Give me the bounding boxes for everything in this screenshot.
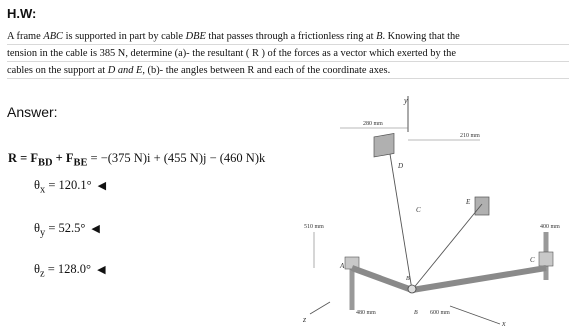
resultant-plus: + F: [52, 151, 74, 165]
cable-be: [412, 204, 482, 290]
point-a-label: A: [340, 262, 345, 270]
point-d-label: D: [398, 162, 404, 170]
resultant-lhs: R = F: [8, 151, 39, 165]
frame-diagram: [300, 92, 570, 328]
point-c-label: C: [530, 256, 535, 264]
theta-symbol: θ: [34, 221, 40, 235]
cable-label: DBE: [185, 31, 206, 42]
angle-value: = 128.0°: [44, 262, 92, 276]
member-bc: [412, 268, 546, 290]
support-points: D and E: [107, 65, 143, 76]
angle-value: = 120.1°: [45, 178, 92, 192]
answer-label: Answer:: [7, 104, 58, 120]
angle-subscript: z: [40, 268, 45, 280]
dim-280-label: 280 mm: [363, 121, 383, 127]
angle-subscript: y: [40, 227, 46, 239]
resultant-equation: [8, 151, 265, 169]
angle-subscript: x: [40, 184, 46, 196]
problem-text: A frame: [7, 31, 44, 42]
angle-y: [34, 221, 100, 239]
dim-510-label: 510 mm: [304, 224, 324, 230]
angle-x: [34, 178, 106, 196]
point-e-label: E: [466, 198, 471, 206]
problem-text: tension in the cable is 385 N, determine (a)- the resultant ( R ) of the forces as a vector which exerted by the: [7, 48, 456, 59]
x-axis-line: [450, 306, 500, 324]
x-axis-label: x: [502, 319, 506, 328]
theta-symbol: θ: [34, 262, 40, 276]
dim-400-label: 400 mm: [540, 224, 560, 230]
bracket-d: [374, 133, 394, 157]
problem-text: is supported in part by cable: [62, 31, 186, 42]
point-b-top: B: [406, 276, 410, 282]
dim-210-label: 210 mm: [460, 133, 480, 139]
subscript-be: BE: [73, 157, 88, 169]
support-c: [539, 252, 553, 266]
problem-statement: [7, 28, 569, 79]
pointer-left-icon: ◀: [91, 223, 100, 235]
theta-symbol: θ: [34, 178, 40, 192]
member-ab: [352, 268, 412, 290]
point-c-ring: C: [416, 206, 421, 214]
homework-heading: H.W:: [7, 6, 37, 21]
bracket-e: [475, 197, 489, 215]
pointer-left-icon: ◀: [97, 180, 107, 192]
frame-label: ABC: [43, 31, 63, 42]
resultant-rhs: = −(375 N)i + (455 N)j − (460 N)k: [87, 151, 266, 165]
angle-z: [34, 262, 106, 280]
y-axis-label: y: [404, 96, 408, 105]
cable-bd: [390, 154, 412, 290]
subscript-bd: BD: [38, 157, 53, 169]
z-axis-line: [310, 302, 330, 314]
problem-text: . Knowing that the: [382, 31, 460, 42]
dim-480-label: 480 mm: [356, 310, 376, 316]
angle-value: = 52.5°: [45, 221, 86, 235]
dim-600-label: 600 mm: [430, 310, 450, 316]
problem-text: that passes through a frictionless ring at: [205, 31, 377, 42]
problem-text: , (b)- the angles between R and each of the coordinate axes.: [142, 65, 391, 76]
ring-label: B: [376, 31, 383, 42]
z-axis-label: z: [303, 315, 307, 324]
pointer-left-icon: ◀: [97, 264, 106, 276]
point-b-label: B: [414, 310, 418, 316]
ring-b: [408, 285, 416, 293]
problem-text: cables on the support at: [7, 65, 108, 76]
